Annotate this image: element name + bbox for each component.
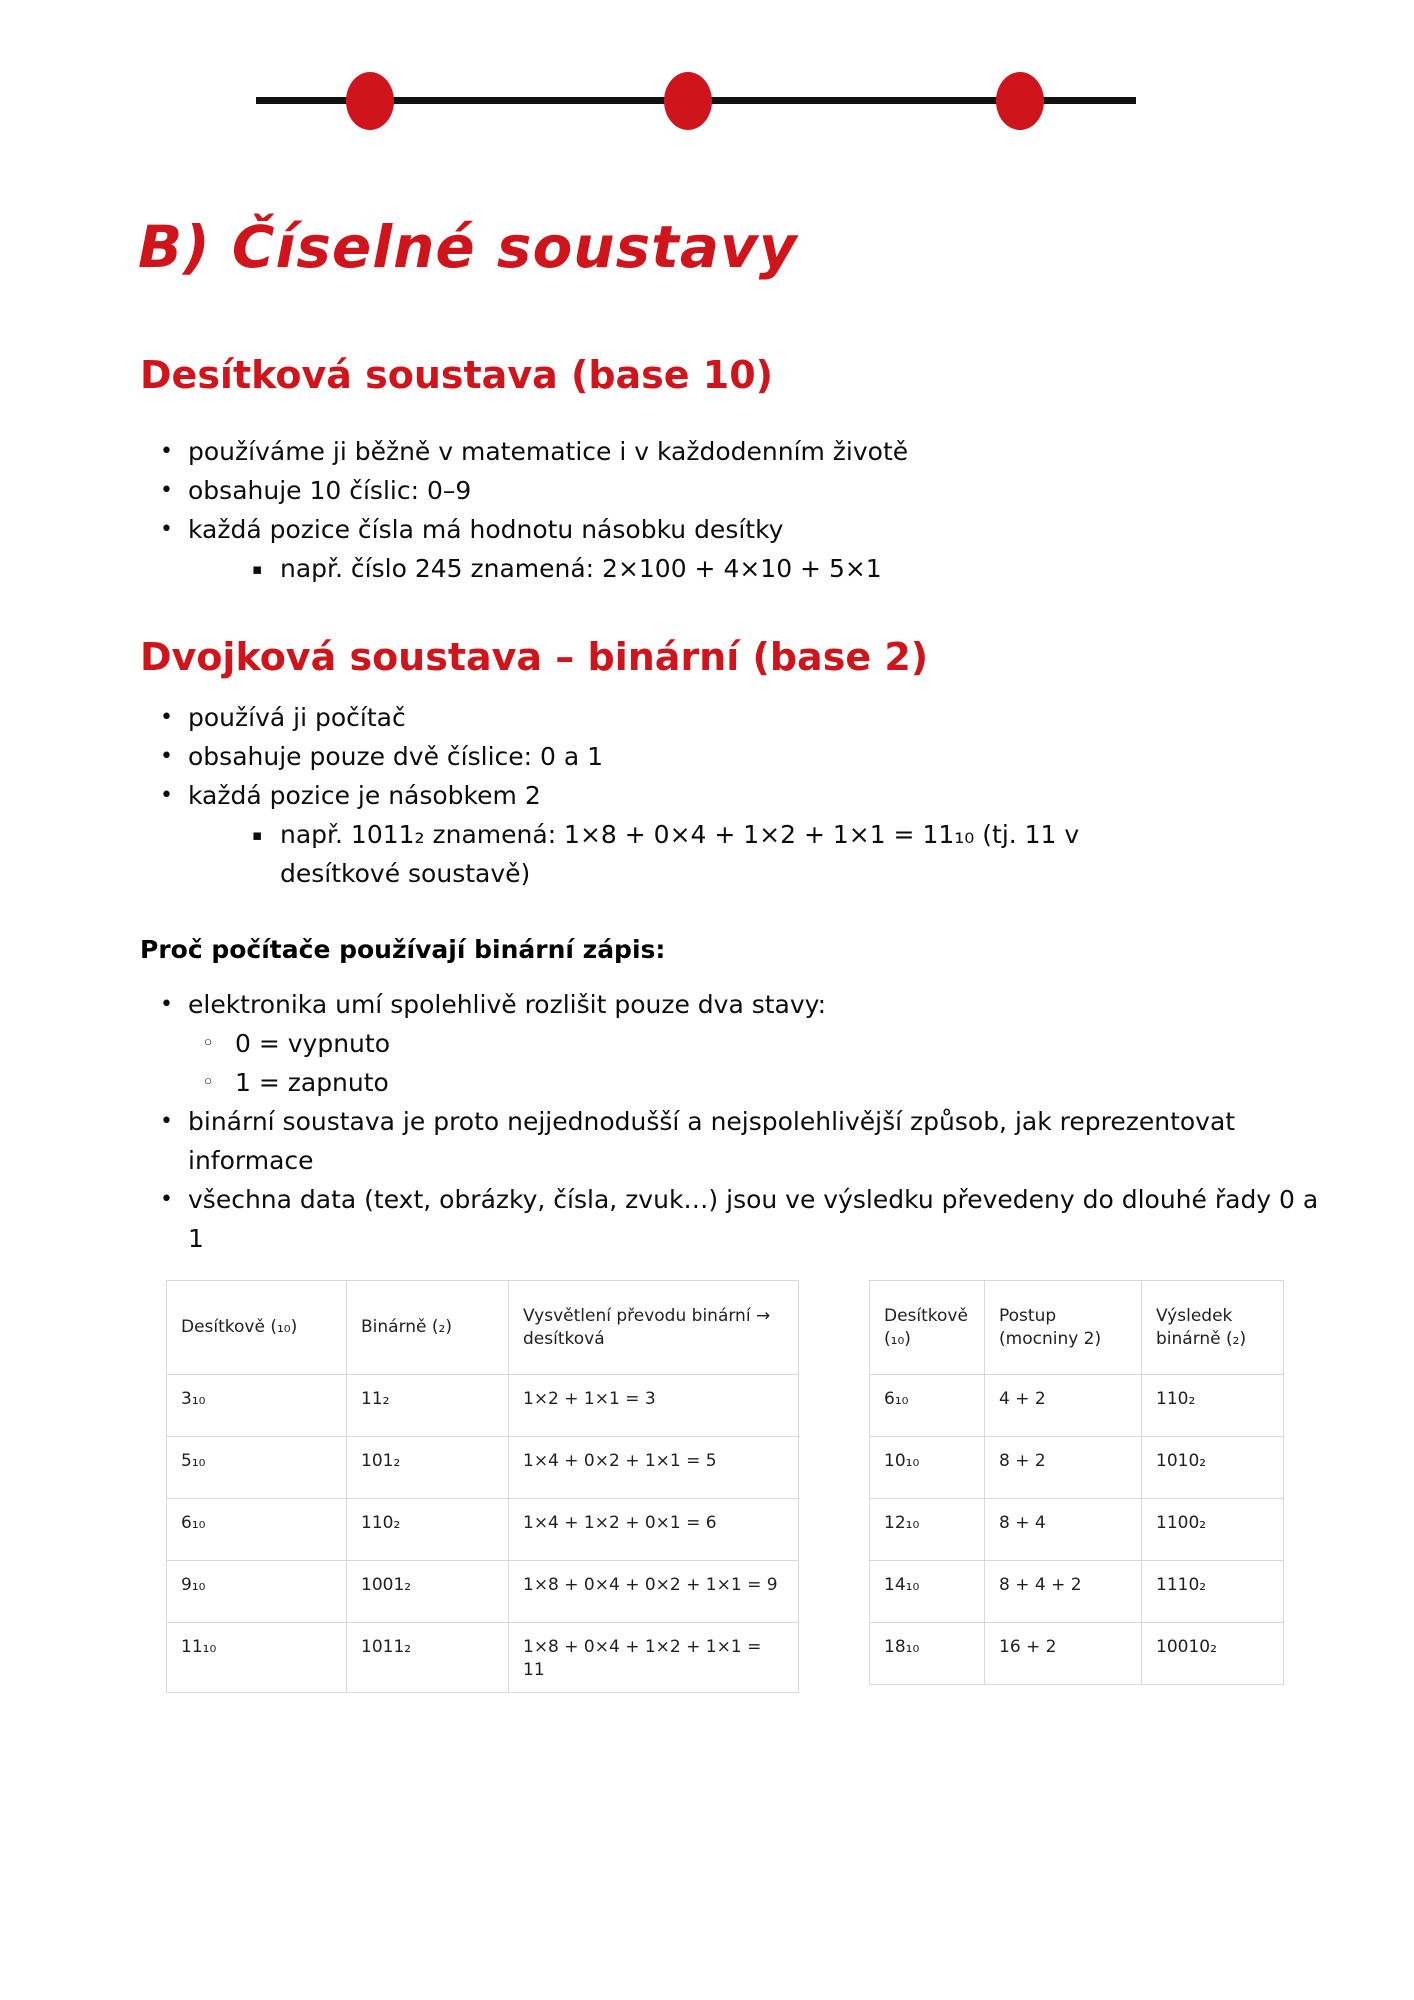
sub-list-item [140,549,1140,588]
list-item-text: každá pozice čísla má hodnotu násobku desítky [188,515,784,544]
page-title: B) Číselné soustavy [138,213,798,281]
table-row [167,1623,799,1693]
table-cell: 101₂ [347,1437,509,1499]
bullet-marker: • [160,1109,173,1134]
table-cell: 10010₂ [1142,1623,1284,1685]
table-cell: 1×8 + 0×4 + 0×2 + 1×1 = 9 [509,1561,799,1623]
decor-dot [346,72,394,130]
table-cell: 3₁₀ [167,1375,347,1437]
list-item-text: používá ji počítač [188,703,406,732]
binary-bullet-list [0,698,1320,893]
table-cell: 1×2 + 1×1 = 3 [509,1375,799,1437]
list-item-text: 0 = vypnuto [235,1029,390,1058]
table-cell: 18₁₀ [870,1623,985,1685]
list-item [140,737,1320,776]
table-cell: 1011₂ [347,1623,509,1693]
list-item-text: obsahuje pouze dvě číslice: 0 a 1 [188,742,604,771]
list-item-text: obsahuje 10 číslic: 0–9 [188,476,472,505]
table-cell: 8 + 4 + 2 [985,1561,1142,1623]
table-cell: 1×8 + 0×4 + 1×2 + 1×1 = 11 [509,1623,799,1693]
table-row [167,1561,799,1623]
bullet-marker: • [160,744,173,769]
table-cell: 110₂ [1142,1375,1284,1437]
list-item [140,776,1320,815]
table-cell: 6₁₀ [167,1499,347,1561]
table-cell: 16 + 2 [985,1623,1142,1685]
table-row [870,1623,1284,1685]
list-item [140,510,1320,549]
list-item-text: 1 = zapnuto [235,1068,389,1097]
list-item [140,1102,1320,1180]
table-cell: 1110₂ [1142,1561,1284,1623]
square-bullet-marker: ▪ [252,560,263,578]
table-cell: 12₁₀ [870,1499,985,1561]
table-row [167,1375,799,1437]
bullet-marker: • [160,1187,173,1212]
table-cell: 6₁₀ [870,1375,985,1437]
table-header-cell: Vysvětlení převodu binární → desítková [509,1281,799,1375]
table-cell: 9₁₀ [167,1561,347,1623]
sub-list-item [140,1063,1320,1102]
decimal-bullet-list [0,432,1320,588]
section-heading-binary: Dvojková soustava – binární (base 2) [140,635,929,679]
conversion-tables [166,1280,1414,1693]
table-row [870,1499,1284,1561]
table-header-cell: Postup (mocniny 2) [985,1281,1142,1375]
list-item [140,471,1320,510]
table-row [167,1437,799,1499]
table-cell: 14₁₀ [870,1561,985,1623]
list-item-text: každá pozice je násobkem 2 [188,781,541,810]
table-cell: 11₂ [347,1375,509,1437]
table-header-cell: Desítkově (₁₀) [167,1281,347,1375]
why-binary-heading: Proč počítače používají binární zápis: [140,935,666,964]
list-item-text: všechna data (text, obrázky, čísla, zvuk…) jsou ve výsledku převedeny do dlouhé řady 0 a 1 [188,1185,1319,1253]
bullet-marker: • [160,478,173,503]
table-header-cell: Výsledek binárně (₂) [1142,1281,1284,1375]
bullet-marker: • [160,783,173,808]
circle-bullet-marker: ◦ [202,1070,215,1094]
table-cell: 5₁₀ [167,1437,347,1499]
binary-to-decimal-table [166,1280,799,1693]
table-cell: 8 + 4 [985,1499,1142,1561]
list-item-text: např. 1011₂ znamená: 1×8 + 0×4 + 1×2 + 1×1 = 11₁₀ (tj. 11 v desítkové soustavě) [280,820,1080,888]
table-cell: 110₂ [347,1499,509,1561]
table-header-row [167,1281,799,1375]
bullet-marker: • [160,439,173,464]
list-item-text: např. číslo 245 znamená: 2×100 + 4×10 + 5×1 [280,554,882,583]
why-bullet-list [0,985,1320,1258]
list-item [140,432,1320,471]
table-cell: 10₁₀ [870,1437,985,1499]
bullet-marker: • [160,517,173,542]
decimal-to-binary-table [869,1280,1284,1685]
section-heading-decimal: Desítková soustava (base 10) [140,353,774,397]
circle-bullet-marker: ◦ [202,1031,215,1055]
table-cell: 1001₂ [347,1561,509,1623]
square-bullet-marker: ▪ [252,826,263,844]
list-item-text: binární soustava je proto nejjednodušší a nejspolehlivější způsob, jak reprezentovat informace [188,1107,1236,1175]
table-row [870,1437,1284,1499]
sub-list-item [140,1024,1320,1063]
list-item-text: používáme ji běžně v matematice i v každodenním životě [188,437,909,466]
sub-list-item [140,815,1140,893]
list-item [140,1180,1320,1258]
list-item-text: elektronika umí spolehlivě rozlišit pouze dva stavy: [188,990,827,1019]
header-divider [256,70,1136,132]
table-row [167,1499,799,1561]
table-cell: 8 + 2 [985,1437,1142,1499]
table-row [870,1561,1284,1623]
table-cell: 1100₂ [1142,1499,1284,1561]
list-item [140,698,1320,737]
table-cell: 11₁₀ [167,1623,347,1693]
decor-dot [664,72,712,130]
decor-dot [996,72,1044,130]
table-cell: 4 + 2 [985,1375,1142,1437]
list-item [140,985,1320,1024]
table-cell: 1×4 + 1×2 + 0×1 = 6 [509,1499,799,1561]
table-cell: 1×4 + 0×2 + 1×1 = 5 [509,1437,799,1499]
bullet-marker: • [160,705,173,730]
bullet-marker: • [160,992,173,1017]
table-header-cell: Desítkově (₁₀) [870,1281,985,1375]
table-cell: 1010₂ [1142,1437,1284,1499]
table-header-row [870,1281,1284,1375]
table-header-cell: Binárně (₂) [347,1281,509,1375]
table-row [870,1375,1284,1437]
